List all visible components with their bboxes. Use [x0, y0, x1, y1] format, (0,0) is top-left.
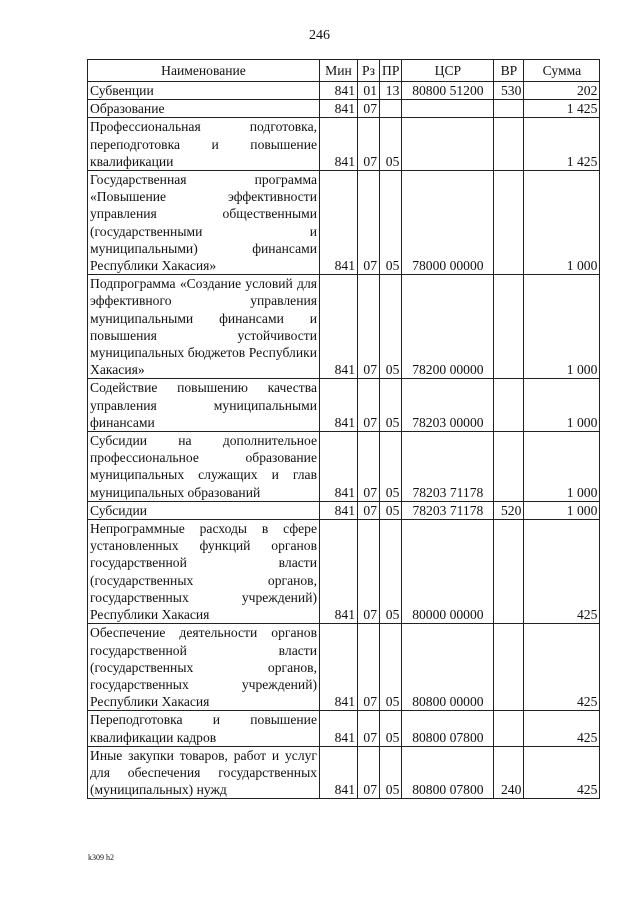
row-sum: 425 — [524, 711, 600, 746]
row-sum: 202 — [524, 82, 600, 100]
row-name: Переподготовка и повышение квалификации кадров — [88, 711, 320, 746]
row-name: Обеспечение деятельности органов государственной власти (государственных органов, государственных учреждений) Республики Хакасия — [88, 624, 320, 711]
row-csr: 80800 07800 — [402, 711, 494, 746]
row-rz: 07 — [358, 275, 380, 379]
row-name: Субсидии — [88, 501, 320, 519]
row-vr: 240 — [494, 746, 524, 799]
row-rz: 07 — [358, 379, 380, 432]
row-sum: 1 000 — [524, 275, 600, 379]
row-name: Подпрограмма «Создание условий для эффективного управления муниципальными финансами и повышения устойчивости муниципальных бюджетов Республики Хакасия» — [88, 275, 320, 379]
row-pr: 05 — [380, 432, 402, 502]
row-rz: 07 — [358, 100, 380, 118]
row-pr: 05 — [380, 275, 402, 379]
row-name: Иные закупки товаров, работ и услуг для обеспечения государственных (муниципальных) нужд — [88, 746, 320, 799]
table-row — [88, 100, 600, 118]
table-row — [88, 118, 600, 171]
row-sum: 1 425 — [524, 118, 600, 171]
header-rz: Рз — [358, 60, 380, 82]
table-row — [88, 520, 600, 624]
row-min: 841 — [320, 379, 358, 432]
row-pr: 13 — [380, 82, 402, 100]
row-min: 841 — [320, 171, 358, 275]
row-csr: 80000 00000 — [402, 520, 494, 624]
table-row — [88, 624, 600, 711]
row-min: 841 — [320, 275, 358, 379]
table-row — [88, 432, 600, 502]
row-rz: 07 — [358, 501, 380, 519]
table-row — [88, 275, 600, 379]
row-pr: 05 — [380, 746, 402, 799]
row-csr: 78203 71178 — [402, 501, 494, 519]
table-row — [88, 171, 600, 275]
row-pr: 05 — [380, 501, 402, 519]
row-name: Субсидии на дополнительное профессиональное образование муниципальных служащих и глав муниципальных образований — [88, 432, 320, 502]
row-sum: 425 — [524, 624, 600, 711]
table-header-row — [88, 60, 600, 82]
header-csr: ЦСР — [402, 60, 494, 82]
footer-code: k309 h2 — [88, 853, 114, 862]
row-pr: 05 — [380, 379, 402, 432]
row-rz: 07 — [358, 520, 380, 624]
row-csr: 80800 51200 — [402, 82, 494, 100]
table-row — [88, 746, 600, 799]
row-vr — [494, 275, 524, 379]
row-rz: 07 — [358, 118, 380, 171]
row-rz: 01 — [358, 82, 380, 100]
row-csr — [402, 118, 494, 171]
page-number: 246 — [309, 28, 330, 43]
row-name: Профессиональная подготовка, переподготовка и повышение квалификации — [88, 118, 320, 171]
row-rz: 07 — [358, 432, 380, 502]
row-csr: 80800 07800 — [402, 746, 494, 799]
header-name: Наименование — [88, 60, 320, 82]
row-csr: 80800 00000 — [402, 624, 494, 711]
header-pr: ПР — [380, 60, 402, 82]
row-min: 841 — [320, 520, 358, 624]
row-rz: 07 — [358, 624, 380, 711]
row-sum: 425 — [524, 746, 600, 799]
row-min: 841 — [320, 432, 358, 502]
row-vr — [494, 432, 524, 502]
row-csr — [402, 100, 494, 118]
header-vr: ВР — [494, 60, 524, 82]
row-min: 841 — [320, 118, 358, 171]
row-sum: 1 000 — [524, 379, 600, 432]
row-vr — [494, 100, 524, 118]
row-csr: 78203 71178 — [402, 432, 494, 502]
budget-table — [87, 59, 600, 799]
row-name: Государственная программа «Повышение эффективности управления общественными (государственными и муниципальными) финансами Республики Хакасия» — [88, 171, 320, 275]
row-vr — [494, 171, 524, 275]
table-row — [88, 82, 600, 100]
row-pr: 05 — [380, 711, 402, 746]
row-sum: 1 000 — [524, 171, 600, 275]
row-min: 841 — [320, 501, 358, 519]
row-vr — [494, 379, 524, 432]
header-min: Мин — [320, 60, 358, 82]
row-name: Субвенции — [88, 82, 320, 100]
row-sum: 1 000 — [524, 501, 600, 519]
row-sum: 1 425 — [524, 100, 600, 118]
row-vr — [494, 118, 524, 171]
table-row — [88, 501, 600, 519]
row-name: Содействие повышению качества управления муниципальными финансами — [88, 379, 320, 432]
row-pr: 05 — [380, 171, 402, 275]
row-pr — [380, 100, 402, 118]
row-vr — [494, 624, 524, 711]
row-rz: 07 — [358, 711, 380, 746]
row-vr — [494, 711, 524, 746]
row-pr: 05 — [380, 118, 402, 171]
row-vr: 530 — [494, 82, 524, 100]
row-csr: 78203 00000 — [402, 379, 494, 432]
row-sum: 1 000 — [524, 432, 600, 502]
row-csr: 78000 00000 — [402, 171, 494, 275]
row-pr: 05 — [380, 520, 402, 624]
row-sum: 425 — [524, 520, 600, 624]
row-vr: 520 — [494, 501, 524, 519]
header-sum: Сумма — [524, 60, 600, 82]
row-pr: 05 — [380, 624, 402, 711]
row-min: 841 — [320, 746, 358, 799]
row-name: Образование — [88, 100, 320, 118]
row-min: 841 — [320, 100, 358, 118]
row-vr — [494, 520, 524, 624]
row-rz: 07 — [358, 171, 380, 275]
row-min: 841 — [320, 624, 358, 711]
table-row — [88, 379, 600, 432]
row-csr: 78200 00000 — [402, 275, 494, 379]
row-min: 841 — [320, 711, 358, 746]
table-row — [88, 711, 600, 746]
row-min: 841 — [320, 82, 358, 100]
row-name: Непрограммные расходы в сфере установленных функций органов государственной власти (государственных органов, государственных учреждений) Республики Хакасия — [88, 520, 320, 624]
row-rz: 07 — [358, 746, 380, 799]
